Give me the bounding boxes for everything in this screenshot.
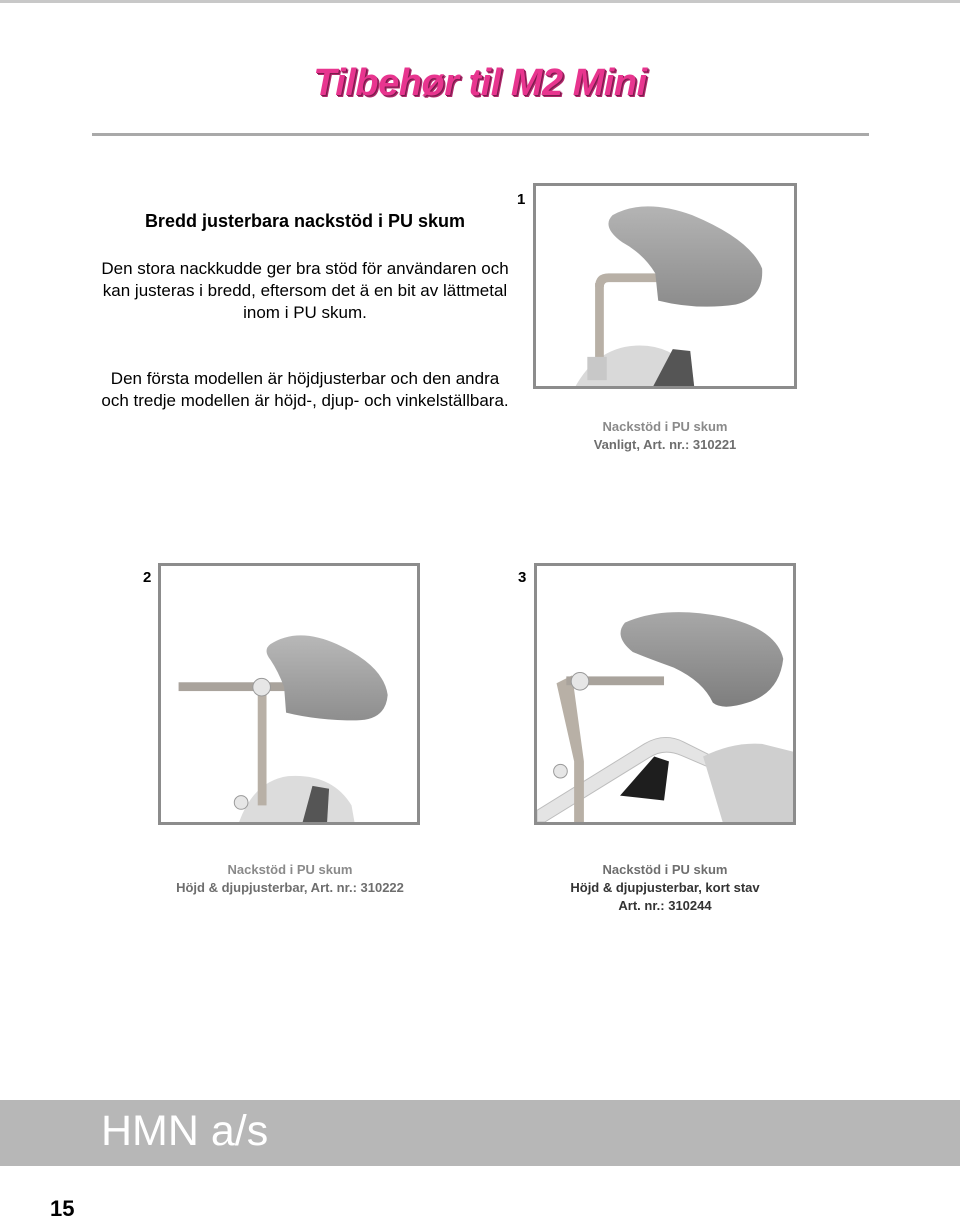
product-3-number: 3 [518,569,527,586]
product-3-name: Nackstöd i PU skum [602,862,728,877]
adjustment-knob [571,673,589,691]
product-2-number: 2 [143,569,152,586]
page-title: Tilbehør til M2 Mini [313,62,647,104]
headrest-adjustable-image [161,566,417,822]
product-1-variant: Vanligt, Art. nr.: 310221 [593,437,737,452]
headrest-short-rod-image [537,566,793,822]
clamp-knob [234,796,248,810]
product-2-name: Nackstöd i PU skum [227,862,353,877]
product-1-photo [533,183,797,389]
product-3-variant: Höjd & djupjusterbar, kort stav [570,880,760,895]
intro-paragraph-2: Den första modellen är höjdjusterbar och den andra och tredje modellen är höjd-, djup- och vinkelställbara. [101,369,509,410]
headrest-cushion [621,612,784,707]
adjustment-knob [253,678,271,696]
clamp-knob [554,764,568,778]
product-1-number: 1 [517,191,526,208]
page-number: 15 [50,1196,75,1221]
product-3-article: Art. nr.: 310244 [618,898,712,913]
intro-heading: Bredd justerbara nackstöd i PU skum [144,211,466,231]
intro-paragraph-1: Den stora nackkudde ger bra stöd för användaren och kan justeras i bredd, eftersom det ä en bit av lättmetal inom i PU skum. [101,259,509,322]
headrest-pole [258,693,267,805]
mesh-backrest [703,744,793,822]
seat-frame [239,776,354,822]
headrest-pole [595,283,604,366]
product-1-name: Nackstöd i PU skum [602,419,728,434]
seat-frame [537,737,723,822]
product-3-photo [534,563,796,825]
product-2-photo [158,563,420,825]
headrest-standard-image [536,186,794,386]
pole-clamp [587,357,606,380]
product-2-variant: Höjd & djupjusterbar, Art. nr.: 310222 [176,880,404,895]
headrest-cushion [608,206,762,306]
headrest-bar [595,273,658,287]
title-divider [92,133,869,136]
footer-brand: HMN a/s [101,1107,269,1155]
headrest-cushion [267,635,388,720]
top-rule [0,0,960,3]
